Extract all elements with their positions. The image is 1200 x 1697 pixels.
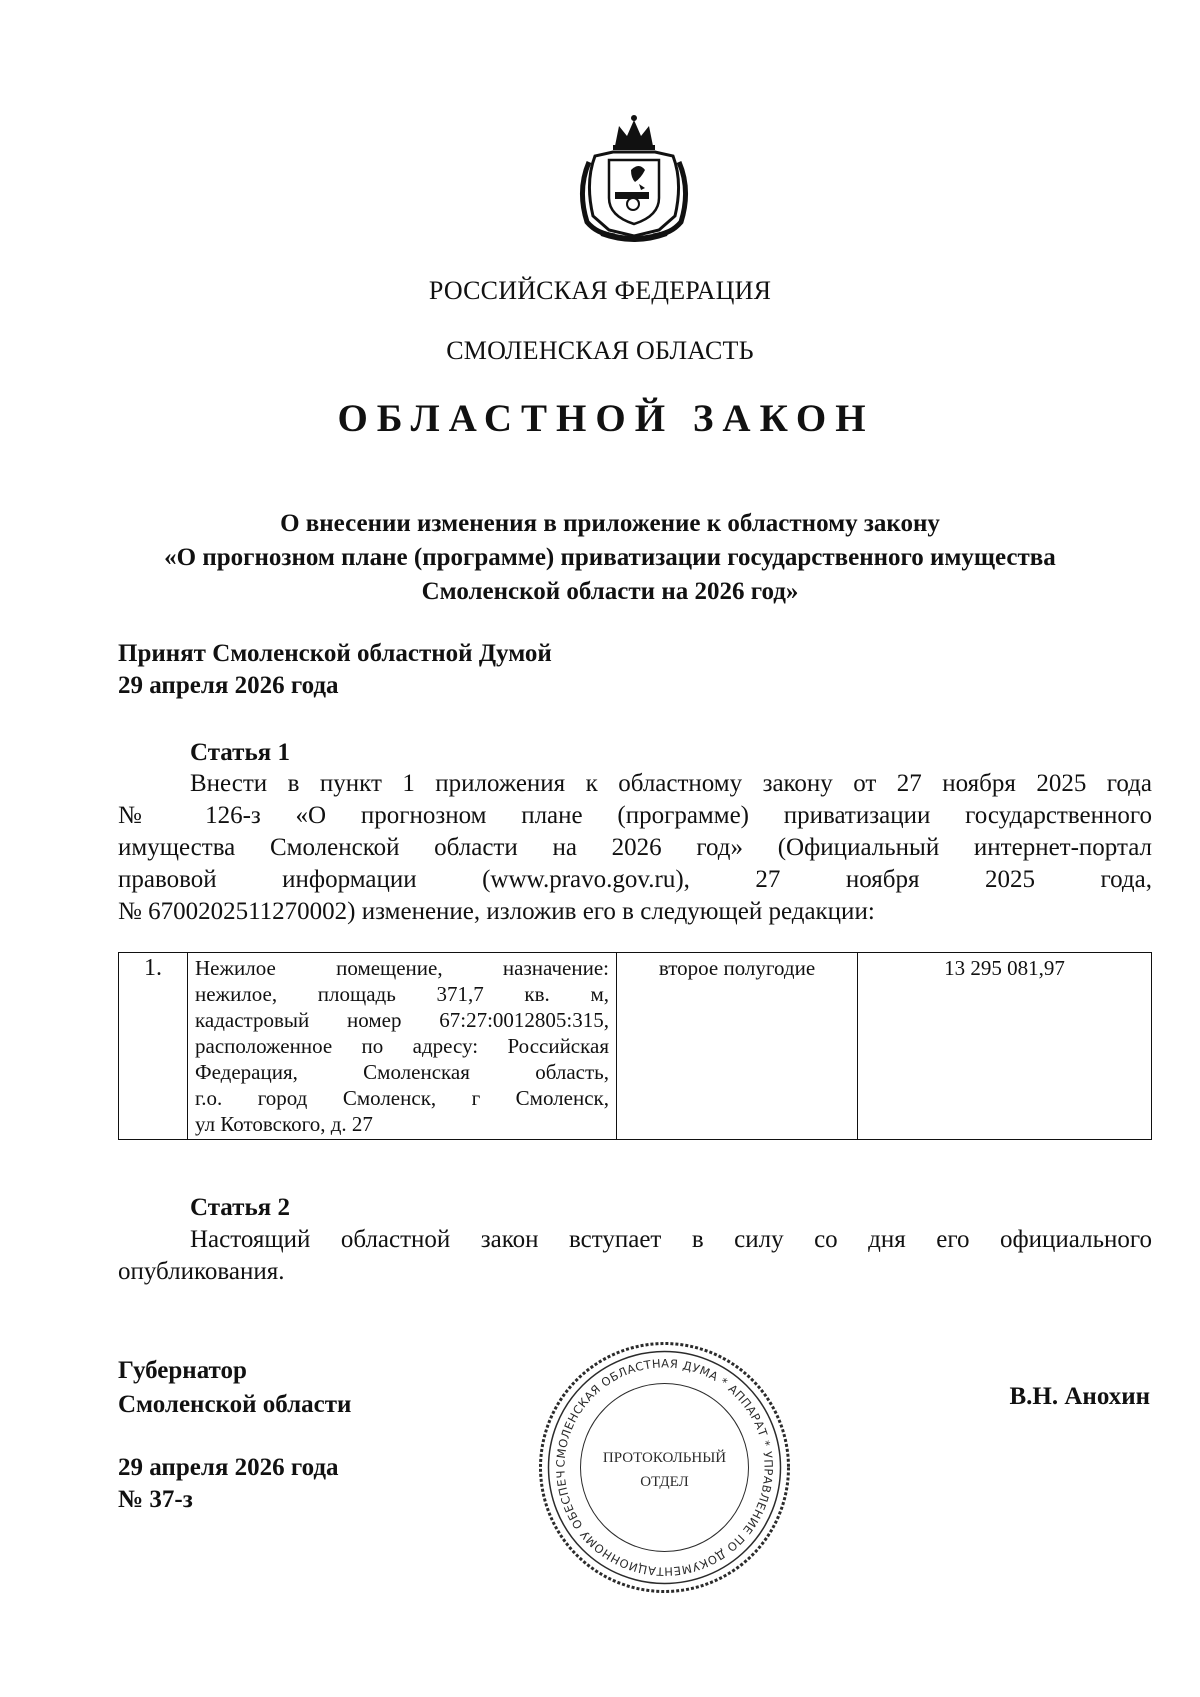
law-date-number	[118, 1452, 339, 1516]
table-row	[119, 953, 1152, 1140]
signer-position-line: Губернатор	[118, 1357, 247, 1384]
description-line: г.о. город Смоленск, г Смоленск,	[195, 1086, 609, 1110]
coat-of-arms-emblem	[575, 112, 693, 242]
article-1-line: № 6700202511270002) изменение, изложив его в следующей редакции:	[118, 898, 875, 925]
description-line: Нежилое помещение, назначение:	[195, 956, 609, 980]
signer-name: В.Н. Анохин	[1009, 1383, 1150, 1410]
country-heading: РОССИЙСКАЯ ФЕДЕРАЦИЯ	[428, 276, 772, 305]
value-cell: 13 295 081,97	[858, 953, 1152, 1140]
subject-line: О внесении изменения в приложение к областному закону	[280, 510, 940, 537]
property-description-cell	[188, 953, 617, 1140]
stamp-center-line: ОТДЕЛ	[640, 1474, 689, 1490]
adoption-block	[118, 638, 552, 702]
subject-line: Смоленской области на 2026 год»	[421, 578, 799, 605]
official-stamp	[537, 1340, 792, 1595]
privatization-table	[118, 952, 1152, 1140]
document-type-title: ОБЛАСТНОЙ ЗАКОН	[337, 397, 875, 440]
article-1-line: Внести в пункт 1 приложения к областному закону от 27 ноября 2025 года	[190, 770, 1152, 797]
article-2-title: Статья 2	[190, 1194, 290, 1221]
description-line: нежилое, площадь 371,7 кв. м,	[195, 982, 609, 1006]
article-1-line: имущества Смоленской области на 2026 год» (Официальный интернет-портал	[118, 834, 1152, 861]
signer-position	[118, 1355, 351, 1421]
adoption-body: Принят Смоленской областной Думой	[118, 640, 552, 667]
description-line: расположенное по адресу: Российская	[195, 1034, 609, 1058]
row-number-cell: 1.	[119, 953, 188, 1140]
article-1-text	[118, 768, 1152, 928]
description-line: ул Котовского, д. 27	[195, 1112, 373, 1136]
article-2-line: опубликования.	[118, 1258, 285, 1285]
adoption-date: 29 апреля 2026 года	[118, 672, 339, 699]
description-line: Федерация, Смоленская область,	[195, 1060, 609, 1084]
stamp-ring-text: СМОЛЕНСКАЯ ОБЛАСТНАЯ ДУМА * АППАРАТ * УПРАВЛЕНИЕ ПО ДОКУМЕНТАЦИОННОМУ ОБЕСПЕЧ	[553, 1356, 776, 1579]
article-2-text	[118, 1224, 1152, 1288]
period-cell: второе полугодие	[617, 953, 858, 1140]
law-number: № 37-з	[118, 1486, 193, 1513]
stamp-center-line: ПРОТОКОЛЬНЫЙ	[602, 1450, 727, 1466]
article-1-line: № 126-з «О прогнозном плане (программе) приватизации государственного	[118, 802, 1152, 829]
region-heading: СМОЛЕНСКАЯ ОБЛАСТЬ	[446, 336, 754, 365]
article-1-title: Статья 1	[190, 739, 290, 766]
subject-line: «О прогнозном плане (программе) приватизации государственного имущества	[164, 544, 1056, 571]
law-date: 29 апреля 2026 года	[118, 1454, 339, 1481]
article-1-line: правовой информации (www.pravo.gov.ru), 27 ноября 2025 года,	[118, 866, 1152, 893]
signer-position-line: Смоленской области	[118, 1391, 352, 1418]
article-2-line: Настоящий областной закон вступает в силу со дня его официального	[190, 1226, 1152, 1253]
law-subject	[10, 507, 1200, 609]
description-line: кадастровый номер 67:27:0012805:315,	[195, 1008, 609, 1032]
